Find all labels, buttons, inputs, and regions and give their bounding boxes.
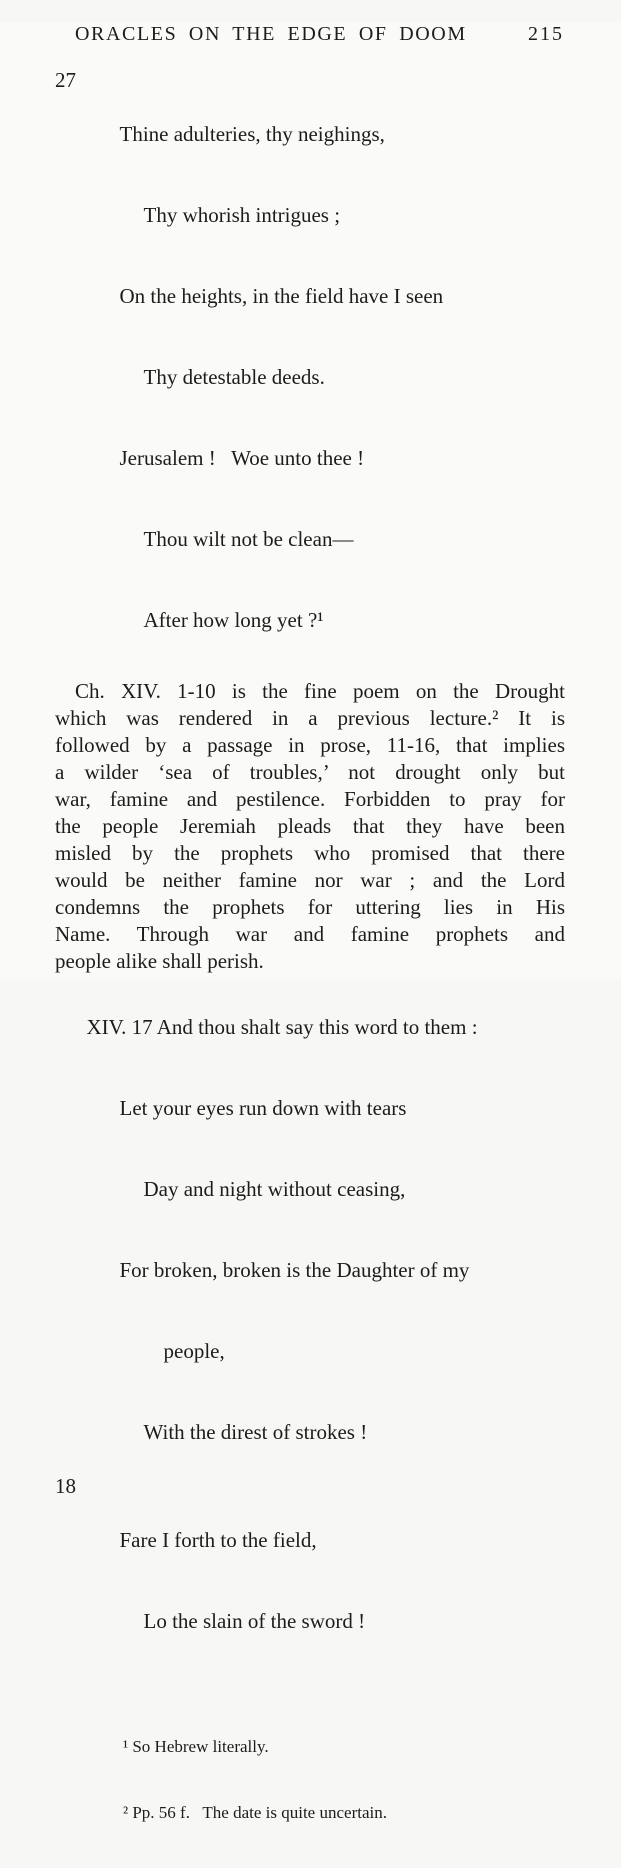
prose-paragraph — [55, 678, 565, 975]
verse-block-xiv-17 — [55, 987, 581, 1662]
footnotes — [123, 1692, 621, 1868]
prose-line: which was rendered in a previous lecture.² It is — [55, 706, 565, 730]
book-page — [0, 22, 621, 1822]
prose-line: condemns the prophets for uttering lies in His — [55, 895, 565, 919]
verse-line — [55, 67, 581, 175]
footnote-2: ² Pp. 56 f. The date is quite uncertain. — [123, 1803, 387, 1822]
verse-text: For broken, broken is the Daughter of my — [119, 1258, 470, 1282]
verse-line — [55, 1581, 581, 1662]
verse-line — [55, 987, 581, 1068]
verse-number: 18 — [55, 1474, 76, 1498]
verse-text: Day and night without ceasing, — [143, 1177, 406, 1201]
verse-line — [55, 1068, 581, 1149]
prose-line: war, famine and pestilence. Forbidden to pray for — [55, 787, 565, 811]
verse-text: On the heights, in the field have I seen — [119, 284, 444, 308]
running-title: ORACLES ON THE EDGE OF DOOM — [75, 23, 467, 45]
verse-text: After how long yet ?¹ — [143, 608, 324, 632]
verse-text: Thy whorish intrigues ; — [143, 203, 341, 227]
verse-line — [55, 580, 581, 661]
verse-line — [55, 1311, 581, 1392]
verse-line — [55, 1149, 581, 1230]
prose-line: Name. Through war and famine prophets and — [55, 922, 565, 946]
verse-number: 27 — [55, 68, 76, 92]
prose-line: a wilder ‘sea of troubles,’ not drought only but — [55, 760, 565, 784]
prose-line: Ch. XIV. 1-10 is the fine poem on the Drought — [75, 679, 565, 703]
page-number: 215 — [528, 23, 564, 45]
verse-line — [55, 418, 581, 499]
footnote-1: ¹ So Hebrew literally. — [123, 1737, 269, 1756]
prose-line: people alike shall perish. — [55, 949, 264, 973]
verse-line — [55, 175, 581, 256]
verse-text: Lo the slain of the sword ! — [143, 1609, 366, 1633]
verse-text: Fare I forth to the field, — [119, 1528, 317, 1552]
verse-line — [55, 499, 581, 580]
verse-text: Let your eyes run down with tears — [119, 1096, 407, 1120]
page-header — [75, 22, 564, 46]
verse-line — [55, 256, 581, 337]
verse-line — [55, 1473, 581, 1581]
prose-line: the people Jeremiah pleads that they have been — [55, 814, 565, 838]
verse-text: Thy detestable deeds. — [143, 365, 325, 389]
prose-line: misled by the prophets who promised that there — [55, 841, 565, 865]
verse-line — [55, 1230, 581, 1311]
verse-text: Thine adulteries, thy neighings, — [119, 122, 385, 146]
verse-line — [55, 337, 581, 418]
verse-line — [55, 1392, 581, 1473]
verse-text: people, — [163, 1339, 225, 1363]
prose-line: followed by a passage in prose, 11-16, that implies — [55, 733, 565, 757]
prose-line: would be neither famine nor war ; and the Lord — [55, 868, 565, 892]
verse-text: Thou wilt not be clean— — [143, 527, 354, 551]
verse-text: Jerusalem ! Woe unto thee ! — [119, 446, 365, 470]
verse-text: With the direst of strokes ! — [143, 1420, 368, 1444]
verse-text: XIV. 17 And thou shalt say this word to them : — [86, 1015, 478, 1039]
verse-block-27 — [55, 67, 581, 661]
